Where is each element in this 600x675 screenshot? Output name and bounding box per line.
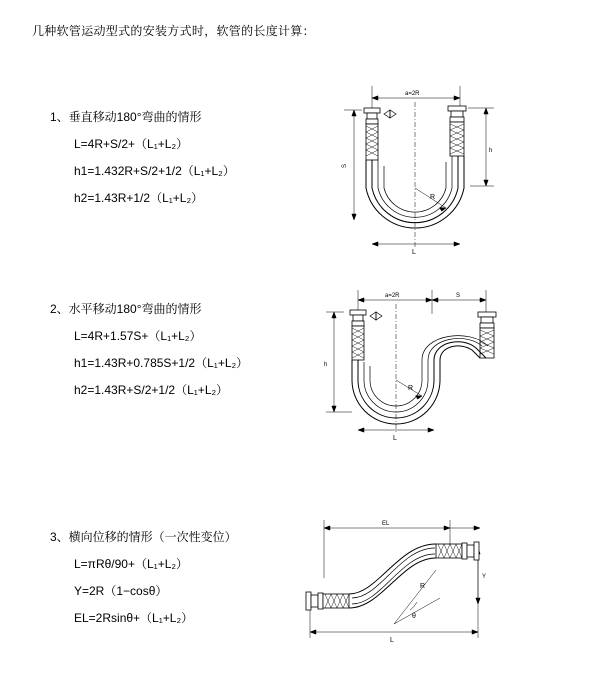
right-flange-assembly: [436, 542, 479, 560]
section-3-title: 3、横向位移的情形（一次性变位）: [50, 530, 237, 544]
svg-text:L: L: [412, 249, 416, 256]
page-title: 几种软管运动型式的安装方式时，软管的长度计算：: [32, 24, 315, 38]
svg-text:θ: θ: [412, 613, 416, 620]
upper-right-fitting: [448, 106, 466, 156]
svg-text:Y: Y: [482, 574, 487, 580]
svg-text:S: S: [456, 293, 461, 299]
svg-text:h: h: [324, 362, 328, 368]
figure-lateral-offset: [290, 506, 500, 646]
section-3-formula-1: L=πRθ/90+（L₁+L₂）: [74, 557, 189, 571]
section-3-formula-2: Y=2R（1−cosθ）: [74, 584, 168, 598]
section-1-formula-2: h1=1.432R+S/2+1/2（L₁+L₂）: [74, 164, 235, 178]
hose-s-curve: [349, 544, 436, 608]
section-1-text: [50, 108, 300, 216]
upper-left-fitting: [364, 108, 380, 160]
right-fitting: [478, 312, 496, 358]
section-2-text: [50, 300, 300, 408]
lateral-offset-svg: [290, 506, 500, 646]
figure-horizontal-180: [300, 272, 510, 472]
section-1-title: 1、垂直移动180°弯曲的情形: [50, 110, 202, 124]
vertical-180-bend-svg: [300, 68, 500, 288]
svg-text:R: R: [408, 385, 414, 392]
svg-text:a=2R: a=2R: [385, 293, 400, 299]
horizontal-180-bend-svg: [300, 272, 510, 472]
section-2-formula-3: h2=1.43R+S/2+1/2（L₁+L₂）: [74, 383, 229, 397]
section-2-formula-2: h1=1.43R+0.785S+1/2（L₁+L₂）: [74, 356, 249, 370]
section-2-title: 2、水平移动180°弯曲的情形: [50, 302, 202, 316]
svg-text:S: S: [342, 163, 348, 168]
left-flange-assembly: [306, 592, 349, 610]
hose-u-curve-offset: [352, 336, 488, 424]
section-2-formula-1: L=4R+1.57S+（L₁+L₂）: [74, 329, 202, 343]
left-fitting: [350, 310, 366, 360]
section-3-text: [50, 528, 300, 636]
svg-text:h: h: [489, 148, 493, 154]
section-1-formula-3: h2=1.43R+1/2（L₁+L₂）: [74, 191, 204, 205]
section-1-formula-1: L=4R+S/2+（L₁+L₂）: [74, 137, 189, 151]
svg-text:L: L: [390, 637, 394, 644]
svg-text:a=2R: a=2R: [405, 91, 420, 97]
svg-text:R: R: [430, 194, 436, 201]
section-3-formula-3: EL=2Rsinθ+（L₁+L₂）: [74, 611, 194, 625]
svg-text:EL: EL: [382, 521, 390, 527]
svg-text:L: L: [393, 435, 397, 442]
figure-vertical-180: [300, 68, 500, 288]
svg-text:R: R: [420, 583, 426, 590]
